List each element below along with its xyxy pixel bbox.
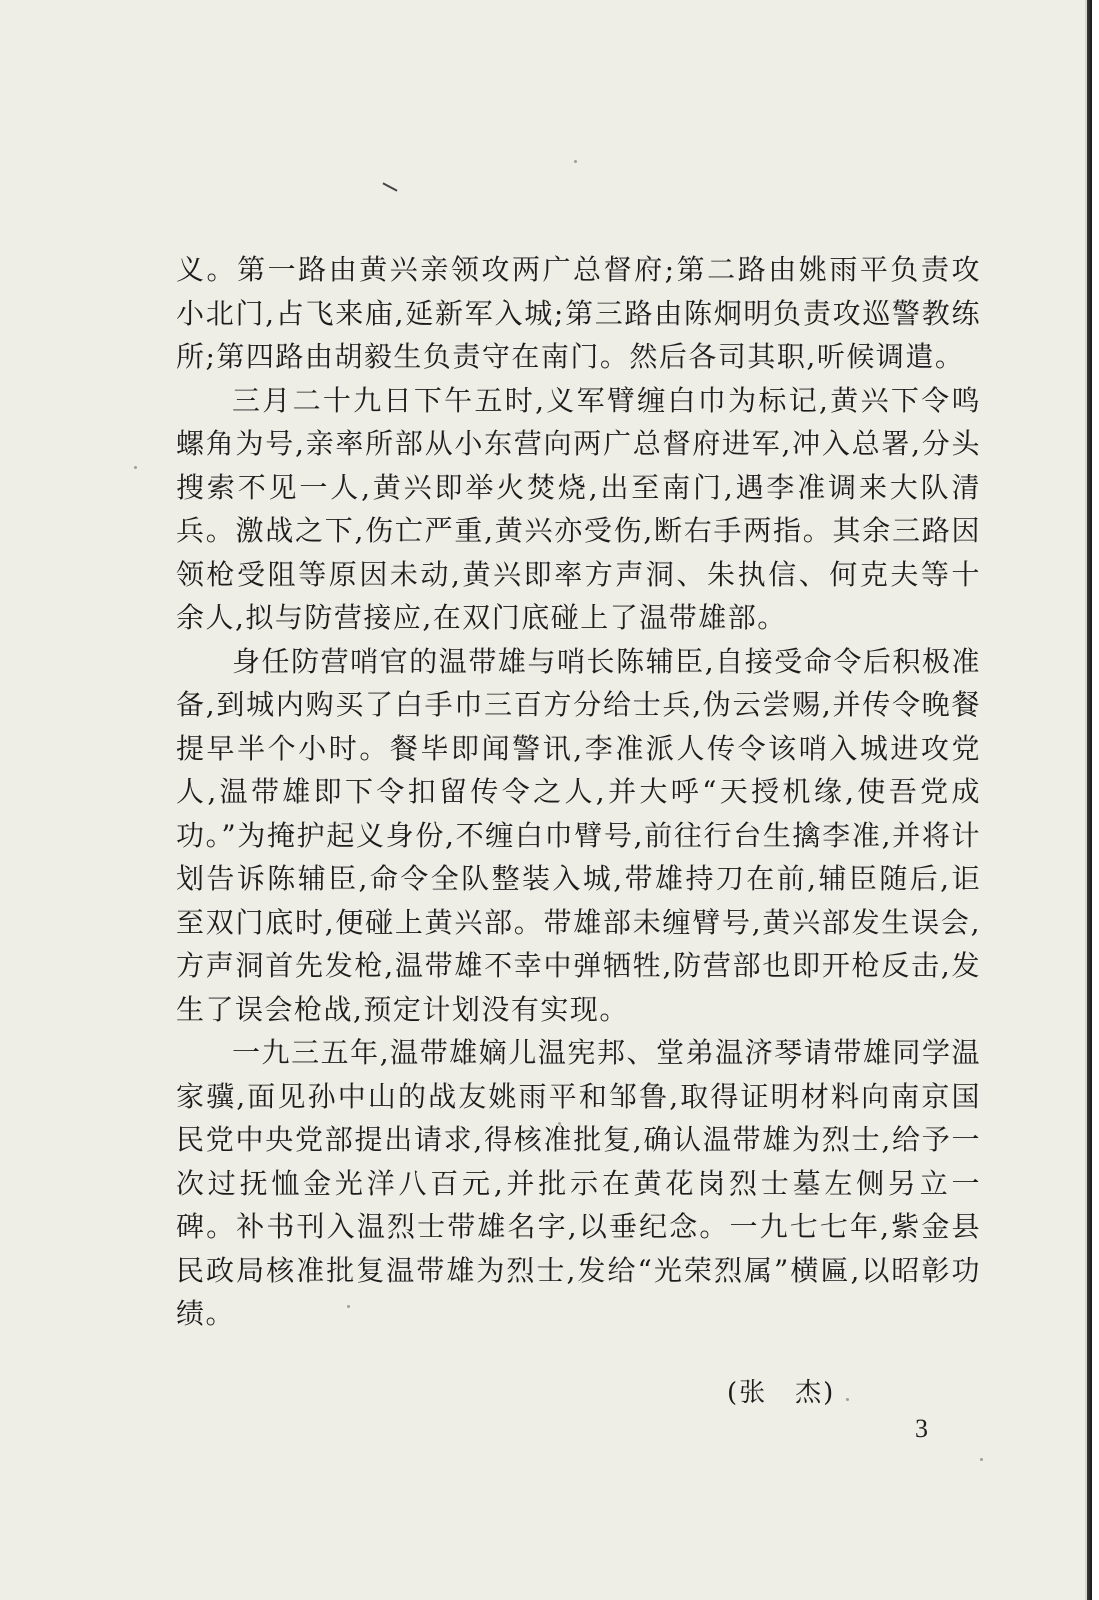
scan-edge (1087, 0, 1099, 1600)
paper-speck (846, 1398, 849, 1401)
paper-speck (134, 466, 137, 469)
body-text (176, 248, 981, 1336)
paragraph: 一九三五年,温带雄嫡儿温宪邦、堂弟温济琴请带雄同学温家骥,面见孙中山的战友姚雨平和邹鲁,取得证明材料向南京国民党中央党部提出请求,得核准批复,确认温带雄为烈士,给予一次过抚恤金光洋八百元,并批示在黄花岗烈士墓左侧另立一碑。补书刊入温烈士带雄名字,以垂纪念。一九七七年,紫金县民政局核准批复温带雄为烈士,发给“光荣烈属”横匾,以昭彰功绩。 (176, 1036, 981, 1330)
paragraph: 三月二十九日下午五时,义军臂缠白巾为标记,黄兴下令鸣螺角为号,亲率所部从小东营向两广总督府进军,冲入总署,分头搜索不见一人,黄兴即举火焚烧,出至南门,遇李准调来大队清兵。激战之下,伤亡严重,黄兴亦受伤,断右手两指。其余三路因领枪受阻等原因未动,黄兴即率方声洞、朱执信、何克夫等十余人,拟与防营接应,在双门底碰上了温带雄部。 (176, 383, 981, 634)
paragraph: 身任防营哨官的温带雄与哨长陈辅臣,自接受命令后积极准备,到城内购买了白手巾三百方分给士兵,伪云尝赐,并传令晚餐提早半个小时。餐毕即闻警讯,李准派人传令该哨入城进攻党人,温带雄即下令扣留传令之人,并大呼“天授机缘,使吾党成功。”为掩护起义身份,不缠白巾臂号,前往行台生擒李准,并将计划告诉陈辅臣,命令全队整装入城,带雄持刀在前,辅臣随后,讵至双门底时,便碰上黄兴部。带雄部未缠臂号,黄兴部发生误会,方声洞首先发枪,温带雄不幸中弹牺牲,防营部也即开枪反击,发生了误会枪战,预定计划没有实现。 (176, 644, 981, 1026)
page-number: 3 (915, 1414, 928, 1443)
author-signature: (张 杰) (727, 1378, 836, 1408)
paragraph-continuation: 义。第一路由黄兴亲领攻两广总督府;第二路由姚雨平负责攻小北门,占飞来庙,延新军入城;第三路由陈炯明负责攻巡警教练所;第四路由胡毅生负责守在南门。然后各司其职,听候调遣。 (176, 253, 981, 373)
paper-speck (980, 1458, 983, 1461)
paper-speck (574, 160, 577, 163)
ink-mark (382, 182, 397, 191)
